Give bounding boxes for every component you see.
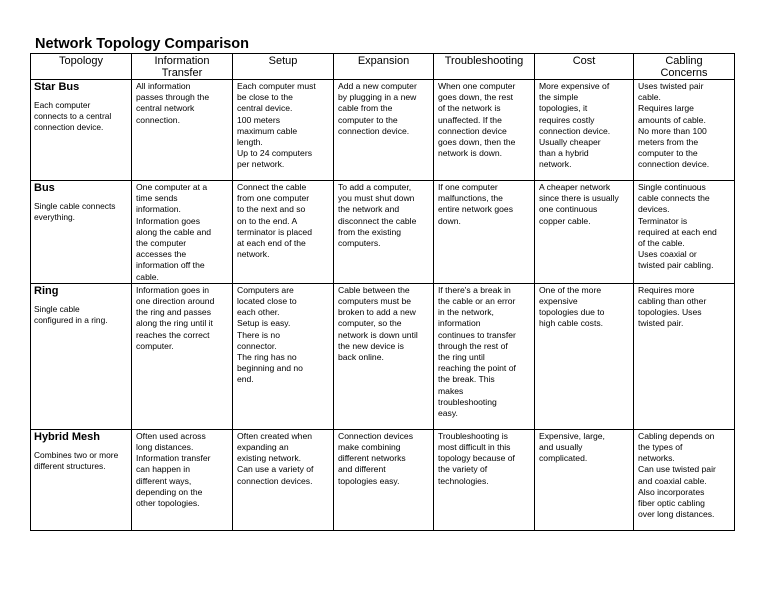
cabling-concerns-cell: Uses twisted pair cable. Requires large amounts of cable. No more than 100 meters from the computer to the connection device. — [634, 80, 735, 181]
cost-cell: One of the more expensive topologies due to high cable costs. — [535, 283, 634, 429]
cost-cell: Expensive, large, and usually complicated. — [535, 429, 634, 530]
troubleshooting-cell: If there's a break in the cable or an error in the network, information continues to transfer through the rest of the ring until reaching the point of the break. This makes troubleshooting easy. — [434, 283, 535, 429]
troubleshooting-cell: Troubleshooting is most difficult in this topology because of the variety of technologies. — [434, 429, 535, 530]
topology-name: Bus — [34, 182, 55, 194]
topology-description: Single cable connects everything. — [34, 201, 116, 222]
topology-cell — [31, 283, 132, 429]
header-troubleshooting: Troubleshooting — [434, 54, 535, 80]
header-row — [31, 54, 735, 80]
cost-cell: A cheaper network since there is usually one continuous copper cable. — [535, 181, 634, 284]
troubleshooting-cell: If one computer malfunctions, the entire network goes down. — [434, 181, 535, 284]
information-transfer-cell: Information goes in one direction around the ring and passes along the ring until it reaches the correct computer. — [132, 283, 233, 429]
header-expansion: Expansion — [334, 54, 434, 80]
setup-cell: Computers are located close to each other. Setup is easy. There is no connector. The ring has no beginning and no end. — [233, 283, 334, 429]
table-row — [31, 181, 735, 284]
page-title: Network Topology Comparison — [35, 36, 250, 52]
topology-cell — [31, 429, 132, 530]
information-transfer-cell: All information passes through the central network connection. — [132, 80, 233, 181]
topology-name: Star Bus — [34, 81, 80, 93]
expansion-cell: To add a computer, you must shut down the network and disconnect the cable from the existing computers. — [334, 181, 434, 284]
cabling-concerns-cell: Cabling depends on the types of networks. Can use twisted pair and coaxial cable. Also incorporates fiber optic cabling over long distances. — [634, 429, 735, 530]
table-row — [31, 429, 735, 530]
setup-cell: Often created when expanding an existing network. Can use a variety of connection devices. — [233, 429, 334, 530]
setup-cell: Each computer must be close to the central device. 100 meters maximum cable length. Up to 24 computers per network. — [233, 80, 334, 181]
topology-name: Ring — [34, 284, 59, 297]
header-information-transfer: Information Transfer — [132, 54, 233, 80]
header-cost: Cost — [535, 54, 634, 80]
cost-cell: More expensive of the simple topologies, it requires costly connection device. Usually cheaper than a hybrid network. — [535, 80, 634, 181]
topology-comparison-table — [30, 53, 735, 531]
expansion-cell: Connection devices make combining different networks and different topologies easy. — [334, 429, 434, 530]
expansion-cell: Cable between the computers must be broken to add a new computer, so the network is down until the new device is back online. — [334, 283, 434, 429]
topology-description: Single cable configured in a ring. — [34, 303, 108, 325]
expansion-cell: Add a new computer by plugging in a new cable from the computer to the connection device. — [334, 80, 434, 181]
table-row — [31, 283, 735, 429]
troubleshooting-cell: When one computer goes down, the rest of the network is unaffected. If the connection device goes down, then the network is down. — [434, 80, 535, 181]
topology-description: Each computer connects to a central connection device. — [34, 100, 112, 132]
header-setup: Setup — [233, 54, 334, 80]
topology-description: Combines two or more different structures. — [34, 449, 119, 471]
cabling-concerns-cell: Single continuous cable connects the devices. Terminator is required at each end of the cable. Uses coaxial or twisted pair cabling. — [634, 181, 735, 284]
topology-cell — [31, 80, 132, 181]
information-transfer-cell: One computer at a time sends information. Information goes along the cable and the computer accesses the information off the cable. — [132, 181, 233, 284]
table-row — [31, 80, 735, 181]
header-cabling-concerns: Cabling Concerns — [634, 54, 735, 80]
topology-name: Hybrid Mesh — [34, 430, 101, 443]
header-topology: Topology — [31, 54, 132, 80]
information-transfer-cell: Often used across long distances. Information transfer can happen in different ways, depending on the other topologies. — [132, 429, 233, 530]
cabling-concerns-cell: Requires more cabling than other topologies. Uses twisted pair. — [634, 283, 735, 429]
setup-cell: Connect the cable from one computer to the next and so on to the end. A terminator is placed at each end of the network. — [233, 181, 334, 284]
topology-cell — [31, 181, 132, 284]
